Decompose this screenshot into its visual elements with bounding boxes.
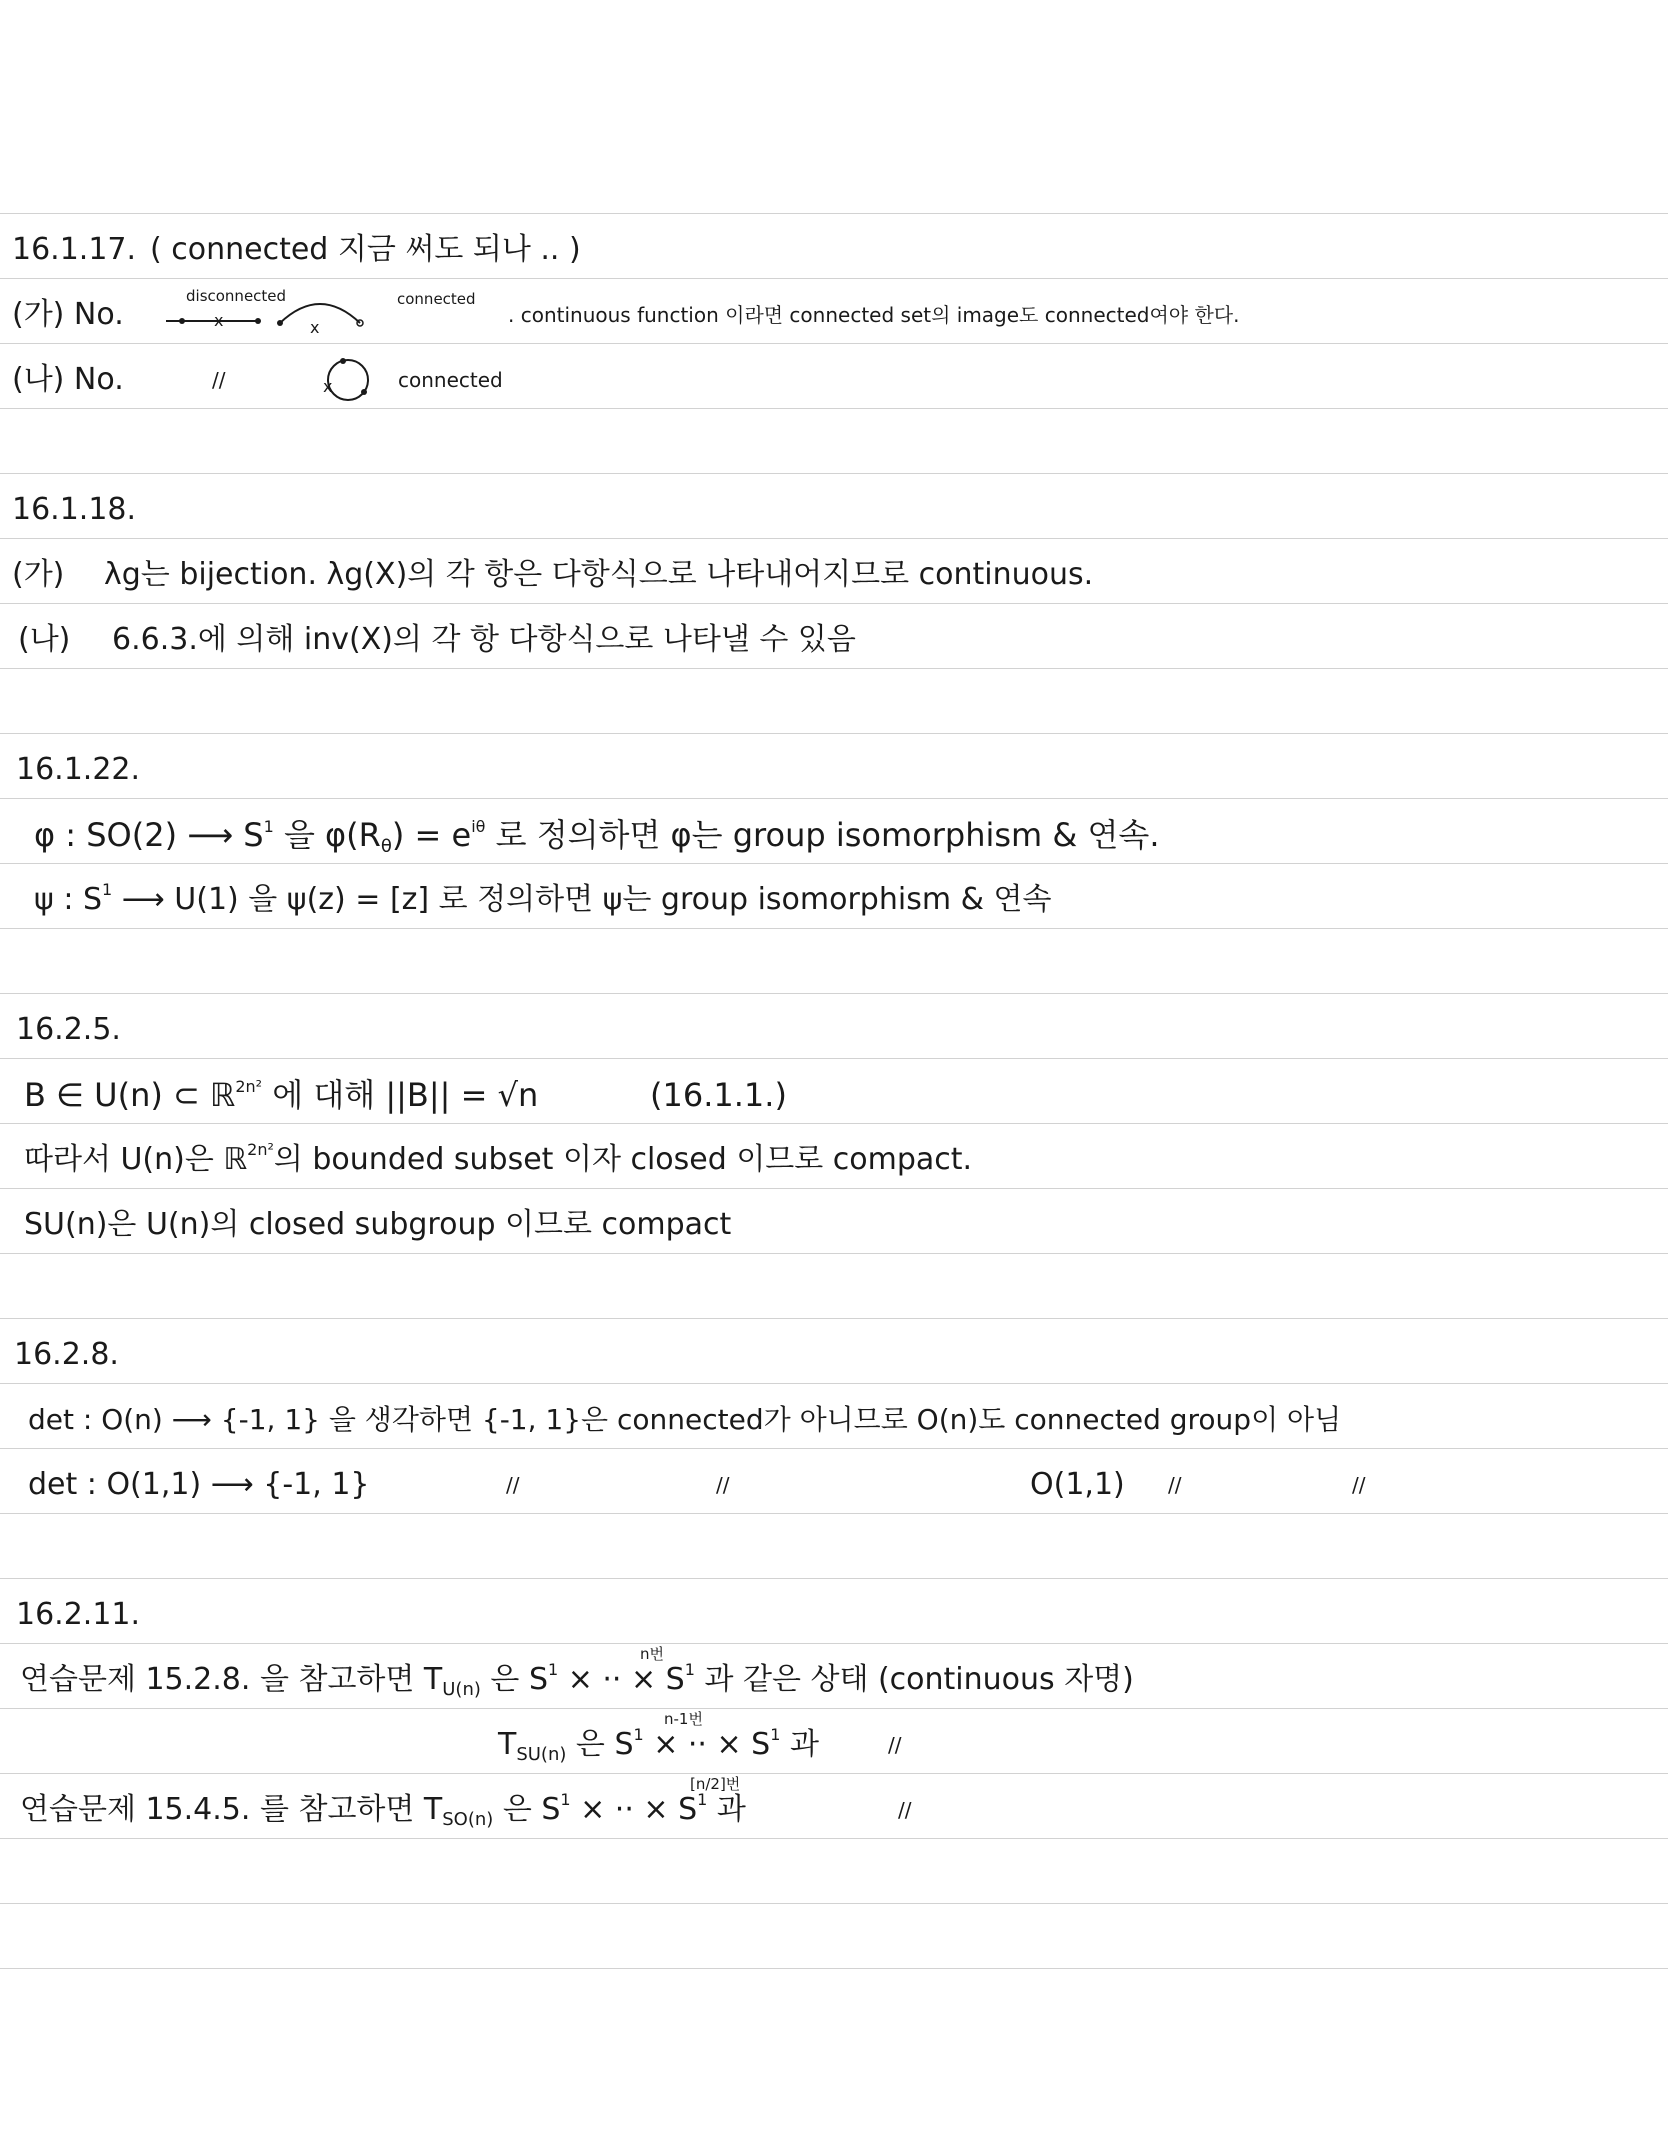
math-text: 과 bbox=[780, 1727, 819, 1762]
endpoint-dot bbox=[255, 318, 261, 324]
superscript: 2n² bbox=[235, 1077, 263, 1096]
ruled-line bbox=[0, 1578, 1668, 1579]
answer-line bbox=[0, 1063, 1668, 1127]
ditto-mark: // bbox=[898, 1798, 912, 1822]
answer-text: . continuous function 이라면 connected set의 image도 connected여야 한다. bbox=[508, 303, 1240, 327]
superscript: 1 bbox=[770, 1725, 781, 1744]
answer-text: det : O(n) ⟶ {-1, 1} 을 생각하면 {-1, 1}은 connected가 아니므로 O(n)도 connected group이 아님 bbox=[28, 1403, 1342, 1436]
section-heading: 16.1.22. bbox=[16, 752, 141, 787]
math-text: 은 S bbox=[493, 1792, 561, 1827]
ruled-line bbox=[0, 993, 1668, 994]
endpoint-dot bbox=[277, 320, 283, 326]
answer-line bbox=[0, 1710, 1668, 1777]
section-16-2-8-header bbox=[0, 1323, 1668, 1387]
torus-statement bbox=[20, 1645, 1134, 1712]
subscript: SO(n) bbox=[442, 1809, 494, 1830]
product-count: [n/2]번 bbox=[690, 1775, 741, 1793]
superscript: 2n² bbox=[247, 1140, 274, 1159]
answer-line bbox=[0, 1128, 1668, 1192]
torus-statement bbox=[20, 1775, 746, 1842]
map-text: 을 φ(R bbox=[273, 816, 381, 854]
answer-text: det : O(1,1) ⟶ {-1, 1} bbox=[28, 1467, 370, 1502]
subscript: θ bbox=[380, 836, 392, 857]
superscript: 1 bbox=[548, 1660, 559, 1679]
answer-label: (가) No. bbox=[12, 297, 124, 332]
ruled-line bbox=[0, 473, 1668, 474]
map-definition bbox=[34, 803, 1160, 867]
sketch-label-connected: connected bbox=[398, 368, 503, 392]
section-heading: 16.2.8. bbox=[14, 1337, 119, 1372]
answer-label: (나) bbox=[18, 622, 71, 657]
section-note: ( connected 지금 써도 되나 .. ) bbox=[150, 232, 581, 267]
math-text: 과 같은 상태 (continuous 자명) bbox=[694, 1662, 1134, 1697]
removed-point-mark: x bbox=[214, 311, 224, 330]
sketch-label-connected: connected bbox=[397, 290, 476, 308]
endpoint-dot bbox=[361, 389, 367, 395]
answer-line bbox=[0, 348, 1668, 412]
map-text: ⟶ U(1) 을 ψ(z) = [z] 로 정의하면 ψ는 group isomorphism & 연속 bbox=[112, 882, 1052, 917]
superscript: 1 bbox=[684, 1660, 695, 1679]
subscript: SU(n) bbox=[516, 1744, 567, 1765]
section-16-1-17-header bbox=[0, 218, 1668, 282]
ditto-mark: // bbox=[212, 368, 226, 392]
superscript: 1 bbox=[102, 880, 113, 899]
map-text: ) = e bbox=[391, 816, 472, 854]
circle-sketch bbox=[318, 356, 378, 406]
math-text: 따라서 U(n)은 ℝ bbox=[24, 1142, 248, 1177]
superscript: 1 bbox=[560, 1790, 571, 1809]
superscript: 1 bbox=[633, 1725, 644, 1744]
ruled-line bbox=[0, 1318, 1668, 1319]
ruled-line bbox=[0, 733, 1668, 734]
math-text: T bbox=[498, 1727, 517, 1762]
superscript: 1 bbox=[263, 817, 274, 836]
math-text: 연습문제 15.4.5. 를 참고하면 T bbox=[20, 1792, 443, 1827]
group-name: O(1,1) bbox=[1030, 1467, 1125, 1502]
map-text: 로 정의하면 φ는 group isomorphism & 연속. bbox=[485, 816, 1160, 854]
section-heading: 16.1.17. bbox=[12, 232, 137, 267]
math-text: 의 bounded subset 이자 closed 이므로 compact. bbox=[273, 1142, 973, 1177]
answer-text: 6.6.3.에 의해 inv(X)의 각 항 다항식으로 나타낼 수 있음 bbox=[112, 622, 856, 657]
math-text: × ·· × S bbox=[643, 1727, 771, 1762]
answer-line bbox=[0, 608, 1668, 672]
norm-statement bbox=[24, 1063, 538, 1127]
section-heading: 16.2.11. bbox=[16, 1597, 141, 1632]
ditto-mark: // bbox=[506, 1473, 520, 1497]
product-count: n번 bbox=[640, 1645, 664, 1663]
ditto-mark: // bbox=[1168, 1473, 1182, 1497]
math-text: 연습문제 15.2.8. 을 참고하면 T bbox=[20, 1662, 443, 1697]
answer-line bbox=[0, 803, 1668, 867]
superscript: 1 bbox=[697, 1790, 708, 1809]
ditto-mark: // bbox=[716, 1473, 730, 1497]
compact-statement bbox=[24, 1128, 972, 1192]
math-text: 에 대해 ||B|| = √n bbox=[262, 1076, 539, 1114]
answer-text: λg는 bijection. λg(X)의 각 항은 다항식으로 나타내어지므로 continuous. bbox=[104, 557, 1094, 592]
math-text: × ·· × S bbox=[570, 1792, 698, 1827]
ruled-line bbox=[0, 213, 1668, 214]
sketch-label-disconnected: disconnected bbox=[186, 287, 287, 305]
compact-statement: SU(n)은 U(n)의 closed subgroup 이므로 compact bbox=[24, 1207, 732, 1242]
map-definition bbox=[34, 868, 1051, 932]
superscript: iθ bbox=[471, 817, 486, 836]
disconnected-sketch bbox=[160, 293, 360, 343]
subscript: U(n) bbox=[442, 1679, 481, 1700]
map-text: φ : SO(2) ⟶ S bbox=[34, 816, 264, 854]
torus-statement bbox=[498, 1710, 819, 1777]
answer-line bbox=[0, 1645, 1668, 1712]
math-text: × ·· × S bbox=[558, 1662, 685, 1697]
removed-point-mark: x bbox=[323, 377, 333, 396]
map-text: ψ : S bbox=[34, 882, 103, 917]
answer-line bbox=[0, 1193, 1668, 1257]
section-heading: 16.2.5. bbox=[16, 1012, 121, 1047]
ruled-line bbox=[0, 1903, 1668, 1904]
section-16-2-11-header bbox=[0, 1583, 1668, 1647]
section-16-2-5-header bbox=[0, 998, 1668, 1062]
answer-line bbox=[0, 1775, 1668, 1842]
section-heading: 16.1.18. bbox=[12, 492, 137, 527]
product-count: n-1번 bbox=[664, 1710, 703, 1728]
removed-point-mark: x bbox=[310, 318, 320, 337]
section-16-1-22-header bbox=[0, 738, 1668, 802]
answer-label: (가) bbox=[12, 557, 65, 592]
ditto-mark: // bbox=[888, 1733, 902, 1757]
math-text: 과 bbox=[707, 1792, 746, 1827]
endpoint-dot bbox=[340, 358, 346, 364]
answer-line bbox=[0, 1388, 1668, 1452]
math-text: B ∈ U(n) ⊂ ℝ bbox=[24, 1076, 236, 1114]
reference: (16.1.1.) bbox=[650, 1076, 787, 1114]
answer-line bbox=[0, 868, 1668, 932]
endpoint-dot bbox=[179, 318, 185, 324]
answer-line bbox=[0, 543, 1668, 607]
connected-arc bbox=[280, 304, 360, 323]
ditto-mark: // bbox=[1352, 1473, 1366, 1497]
math-text: 은 S bbox=[566, 1727, 634, 1762]
math-text: 은 S bbox=[480, 1662, 548, 1697]
ruled-line bbox=[0, 1968, 1668, 1969]
answer-label: (나) No. bbox=[12, 362, 124, 397]
section-16-1-18-header bbox=[0, 478, 1668, 542]
answer-line bbox=[0, 1453, 1668, 1517]
